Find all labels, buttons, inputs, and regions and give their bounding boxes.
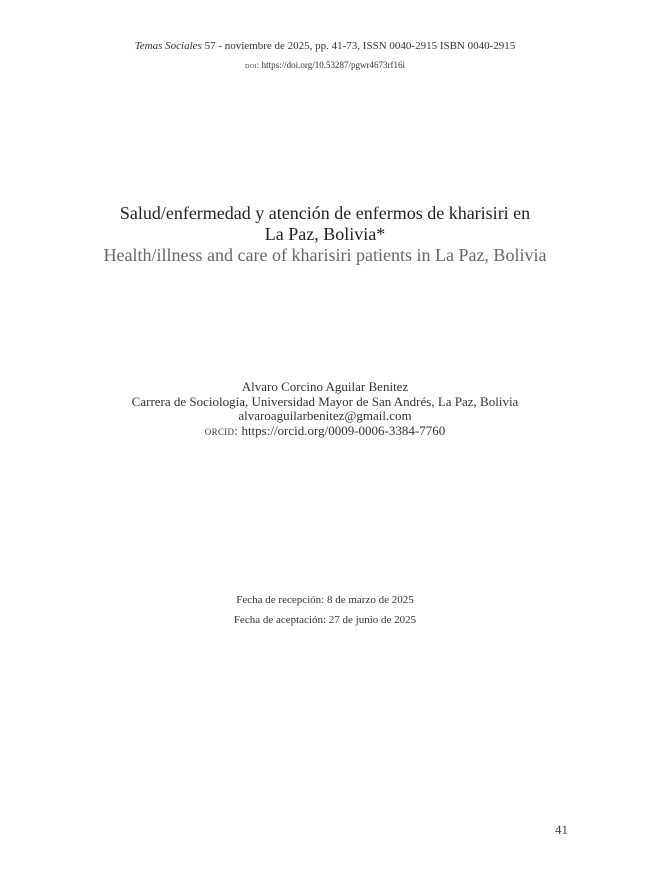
article-title-spanish xyxy=(60,203,590,245)
author-name: Alvaro Corcino Aguilar Benitez xyxy=(241,379,409,394)
article-title-english: Health/illness and care of kharisiri patients in La Paz, Bolivia xyxy=(103,245,547,265)
doi-link[interactable]: https://doi.org/10.53287/pgwr4673rf16i xyxy=(259,60,405,70)
page-number: 41 xyxy=(555,822,568,837)
journal-name: Temas Sociales xyxy=(134,40,202,52)
doi-label: doi: xyxy=(245,60,260,70)
orcid-line xyxy=(60,424,590,439)
orcid-link[interactable]: https://orcid.org/0009-0006-3384-7760 xyxy=(238,422,446,438)
title-spanish-line-2: La Paz, Bolivia* xyxy=(264,224,386,244)
doi-line xyxy=(0,60,650,70)
author-block xyxy=(60,380,590,438)
accepted-date: Fecha de aceptación: 27 de junio de 2025 xyxy=(233,614,417,626)
title-spanish-line-1: Salud/enfermedad y atención de enfermos de kharisiri en xyxy=(119,203,531,223)
submission-dates xyxy=(60,590,590,630)
citation-details: 57 - noviembre de 2025, pp. 41-73, ISSN 0040-2915 ISBN 0040-2915 xyxy=(201,40,516,52)
citation-header xyxy=(0,40,650,52)
orcid-label: orcid: xyxy=(204,422,239,438)
author-affiliation: Carrera de Sociología, Universidad Mayor de San Andrés, La Paz, Bolivia xyxy=(131,393,519,409)
received-date: Fecha de recepción: 8 de marzo de 2025 xyxy=(236,594,414,606)
author-email[interactable]: alvaroaguilarbenitez@gmail.com xyxy=(238,408,412,423)
